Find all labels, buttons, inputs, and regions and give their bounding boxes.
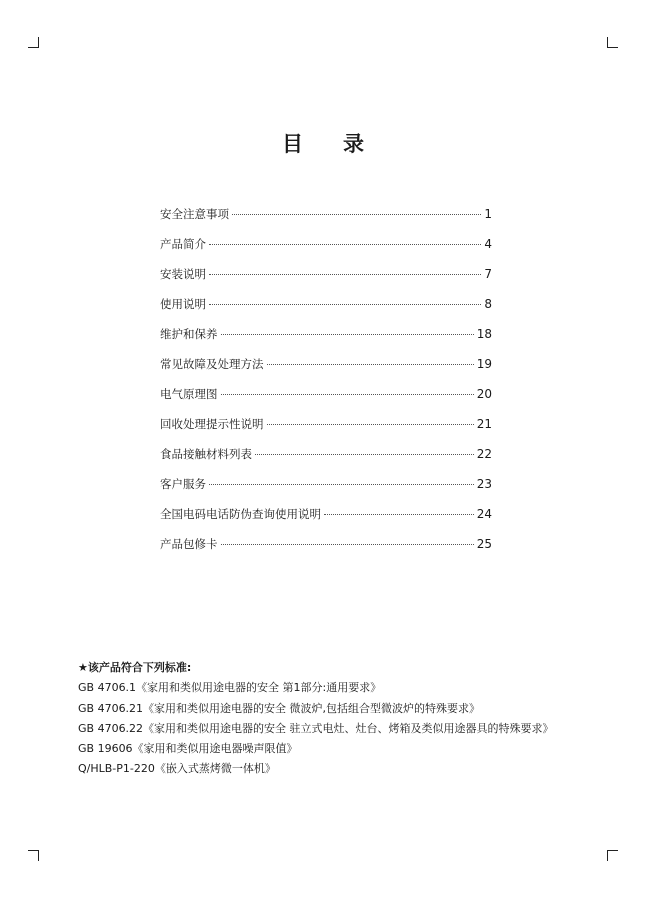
crop-mark-top-left [28,37,39,48]
toc-leader-dots [209,274,481,275]
standard-line: GB 4706.22《家用和类似用途电器的安全 驻立式电灶、灶台、烤箱及类似用途器具的特殊要求》 [78,721,554,735]
toc-entry-label: 使用说明 [160,297,206,311]
toc-entry-label: 全国电码电话防伪查询使用说明 [160,507,321,521]
toc-entry-page: 25 [476,537,492,551]
toc-entry-page: 19 [476,357,492,371]
crop-mark-bottom-left [28,850,39,861]
toc-leader-dots [267,364,474,365]
page-title [0,128,646,158]
toc-leader-dots [221,394,474,395]
toc-entry-label: 食品接触材料列表 [160,447,252,461]
toc-entry[interactable] [160,326,492,356]
toc-entry[interactable] [160,506,492,536]
toc-entry-label: 安装说明 [160,267,206,281]
toc-entry[interactable] [160,356,492,386]
toc-leader-dots [209,244,481,245]
toc-entry-page: 1 [484,207,492,221]
toc-entry[interactable] [160,476,492,506]
toc-entry-page: 18 [476,327,492,341]
toc-entry-label: 产品简介 [160,237,206,251]
toc-entry-page: 23 [476,477,492,491]
standard-line: GB 4706.21《家用和类似用途电器的安全 微波炉,包括组合型微波炉的特殊要求》 [78,701,481,715]
standard-line: GB 19606《家用和类似用途电器噪声限值》 [78,742,298,756]
toc-entry-page: 22 [476,447,492,461]
toc-entry-label: 安全注意事项 [160,207,229,221]
toc-entry[interactable] [160,386,492,416]
standard-line: Q/HLB-P1-220《嵌入式蒸烤微一体机》 [78,762,276,776]
standards-heading: ★该产品符合下列标准: [78,661,192,674]
toc-entry[interactable] [160,446,492,476]
toc-entry-page: 21 [476,417,492,431]
toc-entry-label: 电气原理图 [160,387,218,401]
page-title-char-2: 录 [343,132,364,156]
toc-entry-page: 20 [476,387,492,401]
toc-entry[interactable] [160,536,492,566]
toc-entry-label: 回收处理提示性说明 [160,417,264,431]
toc-leader-dots [255,454,474,455]
toc-leader-dots [232,214,481,215]
toc-entry[interactable] [160,206,492,236]
toc-entry-page: 24 [476,507,492,521]
toc-entry-label: 产品包修卡 [160,537,218,551]
crop-mark-bottom-right [607,850,618,861]
toc-entry-page: 4 [484,237,492,251]
standard-line: GB 4706.1《家用和类似用途电器的安全 第1部分:通用要求》 [78,681,382,695]
toc-leader-dots [221,544,474,545]
toc-entry[interactable] [160,296,492,326]
toc-entry-label: 常见故障及处理方法 [160,357,264,371]
toc-entry[interactable] [160,236,492,266]
toc-leader-dots [324,514,474,515]
toc-entry-page: 8 [484,297,492,311]
page-title-char-1: 目 [282,132,303,156]
toc-leader-dots [221,334,474,335]
crop-mark-top-right [607,37,618,48]
toc-leader-dots [209,304,481,305]
toc-leader-dots [209,484,474,485]
toc-entry-page: 7 [484,267,492,281]
toc-entry-label: 客户服务 [160,477,206,491]
standards-section [78,658,618,780]
toc-entry-label: 维护和保养 [160,327,218,341]
toc-leader-dots [267,424,474,425]
toc-entry[interactable] [160,416,492,446]
toc-entry[interactable] [160,266,492,296]
table-of-contents [160,206,492,566]
